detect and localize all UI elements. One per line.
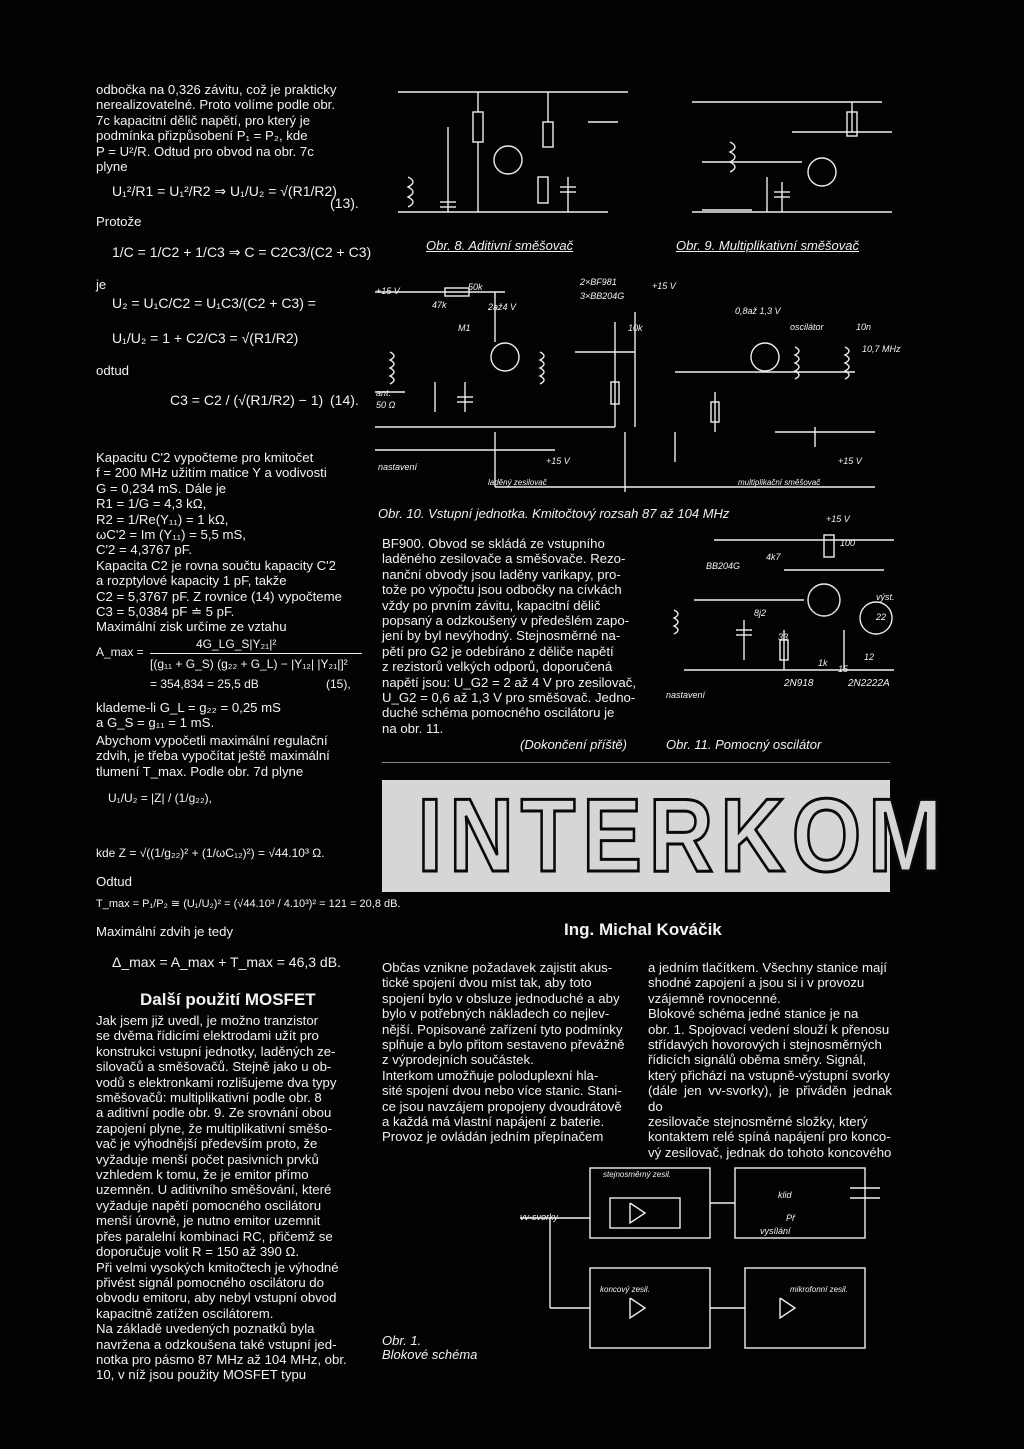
figure-9-caption: Obr. 9. Multiplikativní směšovač [676, 238, 860, 253]
equation-15-number: (15), [326, 677, 351, 691]
fig11-label-12: 12 [864, 652, 875, 662]
fig11-label-22: 22 [876, 612, 887, 622]
kapacita-paragraph: Kapacitu C'2 vypočteme pro kmitočet f = 200 MHz užitím matice Y a vodivosti G = 0,234 mS. Dále je R1 = 1/G = 4,3 kΩ, R2 = 1/Re(Y₁₁) = 1 kΩ, ωC'2 = Im (Y₁₁) = 5,5 mS, C'2 = 4,3767 pF. Kapacita C2 je rovna součtu kapacity C'2 a rozptylové kapacity 1 pF, takže C2 = 5,3767 pF. Z rovnice (14) vypočteme C3 = 5,0384 pF ≐ 5 pF. Maximální zisk určíme ze vztahu [96, 450, 342, 635]
fig1-label-koncovy: koncový zesil. [600, 1285, 650, 1294]
abychom-paragraph: Abychom vypočetli maximální regulační zdvih, je třeba vypočítat ještě maximální tlumení T_max. Podle obr. 7d plyne [96, 733, 330, 779]
fig10-label-ant: ant. [376, 388, 392, 398]
figure-10-caption: Obr. 10. Vstupní jednotka. Kmitočtový rozsah 87 až 104 MHz [378, 506, 730, 521]
equation-ratio: U₁/U₂ = 1 + C2/C3 = √(R1/R2) [112, 330, 299, 346]
klademe-paragraph: klademe-li G_L = g₂₂ = 0,25 mS a G_S = g₁₁ = 1 mS. [96, 700, 281, 731]
equation-14-number: (14). [330, 392, 359, 408]
article-column-1: Občas vznikne požadavek zajistit akus- tické spojení dvou míst tak, aby toto spojení bylo v obsluze jednoduché a aby bylo v potřebných nákladech co nejlev- nější. Popisované zařízení tyto podmínky splňuje a bylo přitom sestaveno převážně z výprodejních součástek. Interkom umožňuje poloduplexní hla- sité spojení dvou nebo více stanic. Stani- ce jsou navzájem propojeny dvoudrátově a každá má vlastní napájení z baterie. Provoz je ovládán jedním přepínačem [382, 960, 625, 1145]
equation-kdez: kde Z = √((1/g₂₂)² + (1/ωC₁₂)²) = √44.10³ Ω. [96, 846, 325, 860]
equation-amax-lhs: A_max = [96, 645, 144, 659]
fig1-label-stejnosm: stejnosměrný zesil. [603, 1170, 672, 1179]
max-zdvih-label: Maximální zdvih je tedy [96, 924, 234, 939]
fig10-label-15v-right: +15 V [652, 281, 676, 291]
figure-11-caption: Obr. 11. Pomocný oscilátor [666, 737, 822, 752]
fig10-label-10n: 10n [856, 322, 872, 332]
odtud2-label: Odtud [96, 874, 132, 889]
dokonceni-label: (Dokončení příště) [520, 737, 627, 752]
equation-13: U₁²/R1 = U₁²/R2 ⇒ U₁/U₂ = √(R1/R2) [112, 183, 337, 199]
fig10-label-10k: 10k [628, 323, 643, 333]
banner-title: INTERKOM [417, 778, 950, 894]
figure-1-caption-a: Obr. 1. [382, 1333, 422, 1348]
fig1-label-vysilani: vysílání [760, 1226, 791, 1236]
fig10-label-nastaveni: nastavení [378, 462, 418, 472]
fig10-label-ladeny: laděný zesilovač [488, 478, 547, 487]
fig10-label-2az4: 2až4 V [488, 302, 517, 312]
section-heading-mosfet: Další použití MOSFET [140, 990, 316, 1009]
fig11-label-2n2222: 2N2222A [848, 678, 890, 689]
fig10-label-m1: M1 [458, 323, 471, 333]
fig1-label-klid: klid [778, 1190, 792, 1200]
fig11-label-4k7: 4k7 [766, 552, 781, 562]
fig10-label-mhz: 10,7 MHz [862, 344, 901, 354]
figure-8-caption: Obr. 8. Aditivní směšovač [426, 238, 574, 253]
figure-1-caption-b: Blokové schéma [382, 1347, 478, 1362]
equation-amax-denominator: [(g₁₁ + G_S) (g₂₂ + G_L) − |Y₁₂| |Y₂₁|]² [150, 657, 348, 671]
fig10-label-az13: 0,8až 1,3 V [735, 306, 781, 316]
fig10-label-50k: 50k [468, 282, 483, 292]
fig10-label-50ohm: 50 Ω [376, 400, 396, 410]
fig10-label-bb204g: 3×BB204G [580, 291, 625, 301]
fig11-label-100: 100 [840, 538, 856, 548]
fig11-label-15: 15 [838, 664, 849, 674]
intro-paragraph: odbočka na 0,326 závitu, což je prakticky nerealizovatelné. Proto volíme podle obr. 7c kapacitní dělič napětí, pro který je podmínka přizpůsobení P₁ = P₂, kde P = U²/R. Odtud pro obvod na obr. 7c plyne [96, 82, 337, 175]
fig11-label-33: 33 [778, 632, 789, 642]
fig10-label-15v-right-bottom: +15 V [838, 456, 862, 466]
figure-10-schematic [375, 262, 895, 502]
fig10-label-15v: +15 V [376, 286, 400, 296]
fig11-label-15v: +15 V [826, 514, 850, 524]
mosfet-paragraph: Jak jsem již uvedl, je možno tranzistor se dvěma řídicími elektrodami užít pro konstrukci vstupní jednotky, laděných ze- silovačů a směšovačů. Stejně jako u ob- vodů s elektronkami rozlišujeme dva typy směšovačů: multiplikativní podle obr. 8 a aditivní podle obr. 9. Ze srovnání obou zapojení plyne, že multiplikativní směšo- vač je výhodnější především proto, že vyžaduje menší počet pasivních prvků vzhledem k tomu, že je emitor přímo uzemněn. U aditivního směšování, které vyžaduje napětí pomocného oscilátoru menší úrovně, je nutno emitor uzemnit přes paralelní kombinaci RC, přičemž se doporučuje volit R = 150 až 390 Ω. Při velmi vysokých kmitočtech je výhodné přivést signál pomocného oscilátoru do obvodu emitoru, aby nebyl vstupní obvod kapacitně zatížen oscilátorem. Na základě uvedených poznatků byla navržena a odzkoušena také vstupní jed- notka pro pásmo 87 MHz až 104 MHz, obr. 10, v níž jsou použity MOSFET typu [96, 1013, 347, 1383]
odtud-label: odtud [96, 363, 130, 378]
figure-1-block-diagram [520, 1158, 900, 1358]
fraction-bar [150, 653, 362, 654]
fig1-label-pr: Př [786, 1213, 795, 1223]
fig10-label-oscilator: oscilátor [790, 322, 824, 332]
equation-u2: U₂ = U₁C/C2 = U₁C3/(C2 + C3) = [112, 295, 316, 311]
article-author: Ing. Michal Kováčik [564, 920, 722, 939]
fig10-label-multipl: multiplikační směšovač [738, 478, 821, 487]
article-column-2: a jedním tlačítkem. Všechny stanice mají shodné zapojení a jsou si i v provozu vzájemně rovnocenné. Blokové schéma jedné stanice je na obr. 1. Spojovací vedení slouží k přenosu střídavých hovorových i stejnosměrných řídicích signálů oběma směry. Signál, který přichází na vstupně-výstupní svorky (dále jen vv-svorky), je přiváděn jednak do zesilovače stejnosměrné složky, který kontaktem relé spíná napájení pro konco- vý zesilovač, jednak do tohoto koncového [648, 960, 892, 1160]
je-label: je [96, 277, 107, 292]
fig11-label-bb204g: BB204G [706, 561, 741, 571]
fig11-label-1k: 1k [818, 658, 828, 668]
figure-8-schematic [388, 82, 638, 242]
equation-amax-result: = 354,834 = 25,5 dB [150, 677, 259, 691]
fig10-label-bf981: 2×BF981 [580, 277, 617, 287]
figure-9-schematic [672, 82, 912, 242]
equation-amax-numerator: 4G_LG_S|Y₂₁|² [196, 637, 277, 651]
fig11-label-2n918: 2N918 [784, 678, 814, 689]
fig1-label-vv: vv-svorky [520, 1212, 558, 1222]
fig11-label-nastaveni: nastavení [666, 690, 706, 700]
fig10-label-15v-bottom: +15 V [546, 456, 570, 466]
fig11-label-8j2: 8j2 [754, 608, 767, 618]
protoze-label: Protože [96, 214, 142, 229]
equation-delta: Δ_max = A_max + T_max = 46,3 dB. [112, 954, 341, 970]
equation-13-number: (13). [330, 195, 359, 211]
banner-divider [382, 762, 890, 763]
equation-c: 1/C = 1/C2 + 1/C3 ⇒ C = C2C3/(C2 + C3) [112, 244, 372, 260]
fig10-label-47k: 47k [432, 300, 447, 310]
bf900-paragraph: BF900. Obvod se skládá ze vstupního laděného zesilovače a směšovače. Rezo- nanční obvody jsou laděny varikapy, pro- tože po výpočtu jsou odbočky na cívkách vždy po prvním závitu, kapacitní dělič popsaný a odzkoušený v předešlém zapo- jení by byl nevýhodný. Stejnosměrné na- pětí pro G2 je odebíráno z děliče napětí z rezistorů velkých odporů, doporučená napětí jsou: U_G2 = 2 až 4 V pro zesilovač, U_G2 = 0,6 až 1,3 V pro směšovač. Jedno- duché schéma pomocného oscilátoru je na obr. 11. [382, 536, 637, 736]
fig1-label-mikrofon: mikrofonní zesil. [790, 1285, 848, 1294]
equation-tmax: T_max = P₁/P₂ ≅ (U₁/U₂)² = (√44.10³ / 4.10³)² = 121 = 20,8 dB. [96, 898, 401, 910]
interkom-banner [382, 778, 950, 894]
equation-14: C3 = C2 / (√(R1/R2) − 1) [170, 392, 324, 408]
equation-z: U₁/U₂ = |Z| / (1/g₂₂), [108, 791, 212, 805]
fig11-label-vyst: výst. [876, 592, 895, 602]
